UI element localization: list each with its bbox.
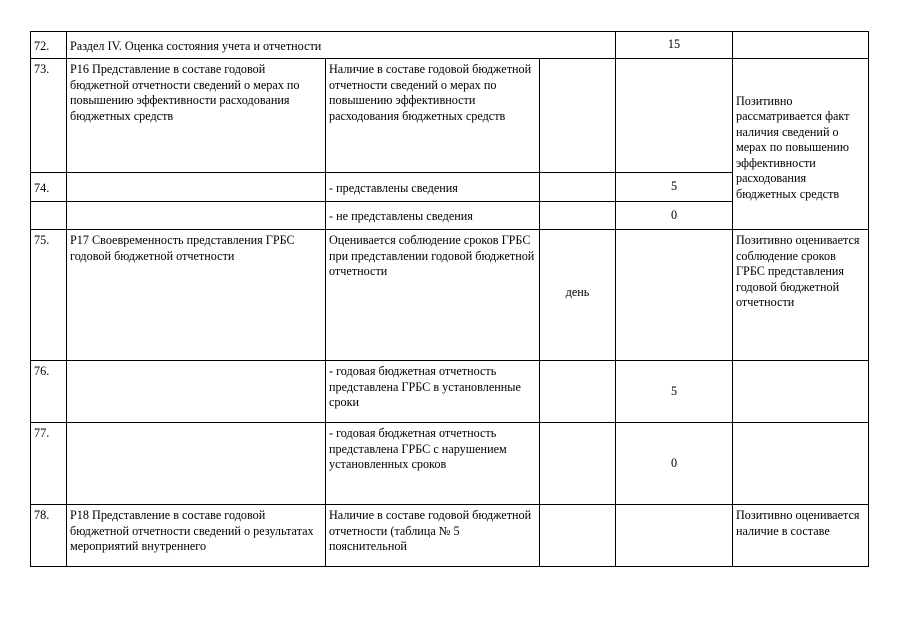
unit-cell <box>540 173 616 202</box>
section-title: Раздел IV. Оценка состояния учета и отчетности <box>67 32 616 59</box>
indicator-name: P17 Своевременность представления ГРБС годовой бюджетной отчетности <box>67 230 326 361</box>
unit-cell <box>540 202 616 230</box>
indicator-name <box>67 173 326 202</box>
score-cell <box>616 59 733 173</box>
indicator-description: - представлены сведения <box>326 173 540 202</box>
indicator-name: P16 Представление в составе годовой бюджетной отчетности сведений о мерах по повышению эффективности расходования бюджетных средств <box>67 59 326 173</box>
row-number: 73. <box>31 59 67 173</box>
indicator-name <box>67 361 326 423</box>
comment-cell <box>733 423 869 505</box>
table-row <box>31 505 869 567</box>
table-row <box>31 361 869 423</box>
score-value: 0 <box>616 423 733 505</box>
row-number: 72. <box>31 32 67 59</box>
comment-cell <box>733 32 869 59</box>
score-value: 0 <box>616 202 733 230</box>
indicator-description: - годовая бюджетная отчетность представлена ГРБС в установленные сроки <box>326 361 540 423</box>
table-row <box>31 230 869 361</box>
row-number: 74. <box>31 173 67 202</box>
indicator-description: Наличие в составе годовой бюджетной отчетности (таблица № 5 пояснительной <box>326 505 540 567</box>
unit-cell <box>540 361 616 423</box>
comment-cell: Позитивно оценивается соблюдение сроков ГРБС представления годовой бюджетной отчетности <box>733 230 869 361</box>
indicator-description: - годовая бюджетная отчетность представлена ГРБС с нарушением установленных сроков <box>326 423 540 505</box>
table-row <box>31 423 869 505</box>
indicator-description: Наличие в составе годовой бюджетной отчетности сведений о мерах по повышению эффективности расходования бюджетных средств <box>326 59 540 173</box>
unit-cell: день <box>540 230 616 361</box>
table-row <box>31 59 869 173</box>
indicator-description: Оценивается соблюдение сроков ГРБС при представлении годовой бюджетной отчетности <box>326 230 540 361</box>
indicator-name: P18 Представление в составе годовой бюджетной отчетности сведений о результатах мероприятий внутреннего <box>67 505 326 567</box>
unit-cell <box>540 59 616 173</box>
unit-cell <box>540 423 616 505</box>
score-value: 15 <box>616 32 733 59</box>
evaluation-table <box>30 31 869 567</box>
row-number: 76. <box>31 361 67 423</box>
unit-cell <box>540 505 616 567</box>
comment-cell <box>733 361 869 423</box>
row-number: 75. <box>31 230 67 361</box>
indicator-name <box>67 202 326 230</box>
indicator-description: - не представлены сведения <box>326 202 540 230</box>
score-value: 5 <box>616 173 733 202</box>
score-cell <box>616 230 733 361</box>
comment-cell: Позитивно рассматривается факт наличия сведений о мерах по повышению эффективности расходования бюджетных средств <box>733 59 869 230</box>
table-row <box>31 32 869 59</box>
row-number <box>31 202 67 230</box>
row-number: 77. <box>31 423 67 505</box>
indicator-name <box>67 423 326 505</box>
row-number: 78. <box>31 505 67 567</box>
score-cell <box>616 505 733 567</box>
score-value: 5 <box>616 361 733 423</box>
comment-cell: Позитивно оценивается наличие в составе <box>733 505 869 567</box>
